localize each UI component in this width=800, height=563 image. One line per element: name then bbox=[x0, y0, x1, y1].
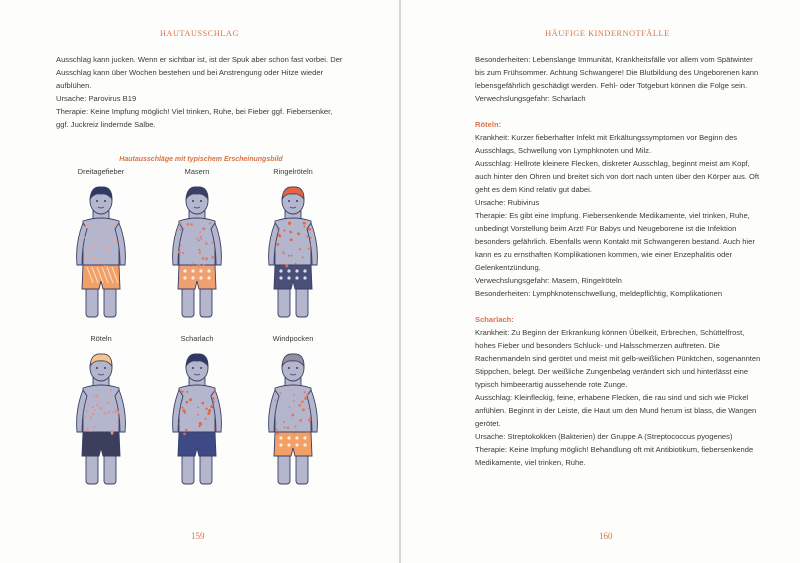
paragraph: Therapie: Es gibt eine Impfung. Fiebersenkende Medikamente, viel trinken, Ruhe, unbedingt Vorstellung beim Arzt! Für Babys und Neugeborene ist die Infektion besonders gefährlich. Ebenfalls wenn Kontakt mit Schwangeren bestand. Auch hier kann es zu ernsthaften Komplikationen kommen, wie einer Enzephalitis oder Gelenkentzündung. bbox=[475, 211, 755, 272]
paragraph: Ausschlag kann jucken. Wenn er sichtbar ist, ist der Spuk aber schon fast vorbei. Der Ausschlag kann über Wochen bestehen und bei Anstrengung oder Hitze wieder aufblühen. bbox=[56, 55, 343, 90]
paragraph: Besonderheiten: Lymphknotenschwellung, meldepflichtig, Komplikationen bbox=[475, 289, 723, 298]
child-label: Dreitagefieber bbox=[77, 167, 125, 176]
child-illustration bbox=[63, 183, 139, 323]
child-label: Röteln bbox=[90, 334, 112, 343]
child-illustration bbox=[255, 183, 331, 323]
paragraph: Ursache: Rubivirus bbox=[475, 198, 540, 207]
child-illustration bbox=[63, 350, 139, 490]
child-figure bbox=[157, 167, 237, 323]
paragraph: Ausschlag: Kleinfleckig, feine, erhabene Flecken, die rau sind und sich wie Pickel anfühlen. Beginnt in der Leiste, die Haut um den Mund herum ist blass, die Wangen gerötet. bbox=[475, 393, 757, 428]
running-head-left: HAUTAUSSCHLAG bbox=[159, 29, 240, 38]
running-head-right: HÄUFIGE KINDERNOTFÄLLE bbox=[545, 29, 670, 38]
paragraph: Verwechslungsgefahr: Scharlach bbox=[475, 94, 586, 103]
child-illustration bbox=[255, 350, 331, 490]
right-page bbox=[401, 0, 800, 563]
section-heading-roeteln: Röteln: bbox=[475, 120, 502, 129]
child-figure bbox=[253, 167, 333, 323]
child-illustration bbox=[159, 183, 235, 323]
paragraph: Ausschlag: Hellrote kleinere Flecken, diskreter Ausschlag, beginnt meist am Kopf, auch hinter den Ohren und breitet sich von dort nach unten über den Körper aus. Oft geht es dem Kind relativ gut dabei. bbox=[475, 159, 760, 194]
page-number-right: 160 bbox=[599, 531, 613, 541]
paragraph: Ursache: Parovirus B19 bbox=[56, 94, 137, 103]
child-label: Scharlach bbox=[180, 334, 214, 343]
paragraph: Besonderheiten: Lebenslange Immunität, Krankheitsfälle vor allem vom Spätwinter bis zum Frühsommer. Achtung Schwangere! Die Blutbildung des Ungeborenen kann lebensgefährlich geschädigt werden. Fehl- oder Totgeburt können die Folge sein. bbox=[475, 55, 759, 90]
child-figure bbox=[61, 334, 141, 490]
child-label: Windpocken bbox=[272, 334, 314, 343]
child-figure bbox=[157, 334, 237, 490]
section-heading-scharlach: Scharlach: bbox=[475, 315, 514, 324]
child-label: Masern bbox=[184, 167, 210, 176]
child-figure bbox=[61, 167, 141, 323]
right-body-text bbox=[475, 53, 761, 469]
page-number-left: 159 bbox=[191, 531, 205, 541]
left-body-text bbox=[56, 53, 346, 131]
paragraph: Therapie: Keine Impfung möglich! Viel trinken, Ruhe, bei Fieber ggf. Fiebersenker, ggf. Juckreiz lindernde Salbe. bbox=[56, 107, 333, 129]
paragraph: Krankheit: Zu Beginn der Erkrankung können Übelkeit, Erbrechen, Schüttelfrost, hohes Fieber und besonders Schluck- und Halsschmerzen auftreten. Die Rachenmandeln sind gerötet und meist mit gelb-weißlichen Pünktchen, sogenannten Stippchen, belegt. Der weißliche Zungenbelag verändert sich und hinterlässt eine typisch himbeerartig aussehende rote Zunge. bbox=[475, 328, 761, 389]
child-figure bbox=[253, 334, 333, 490]
left-page bbox=[0, 0, 399, 563]
paragraph: Verwechslungsgefahr: Masern, Ringelröteln bbox=[475, 276, 622, 285]
figure-caption: Hautausschläge mit typischem Erscheinungsbild bbox=[119, 156, 283, 163]
paragraph: Krankheit: Kurzer fieberhafter Infekt mit Erkältungssymptomen vor Beginn des Ausschlags, Schwellung von Lymphknoten und Milz. bbox=[475, 133, 738, 155]
child-illustration bbox=[159, 350, 235, 490]
child-label: Ringelröteln bbox=[273, 167, 313, 176]
paragraph: Ursache: Streptokokken (Bakterien) der Gruppe A (Streptococcus pyogenes) bbox=[475, 432, 733, 441]
paragraph: Therapie: Keine Impfung möglich! Behandlung oft mit Antibiotikum, fiebersenkende Medikamente, viel trinken, Ruhe. bbox=[475, 445, 754, 467]
